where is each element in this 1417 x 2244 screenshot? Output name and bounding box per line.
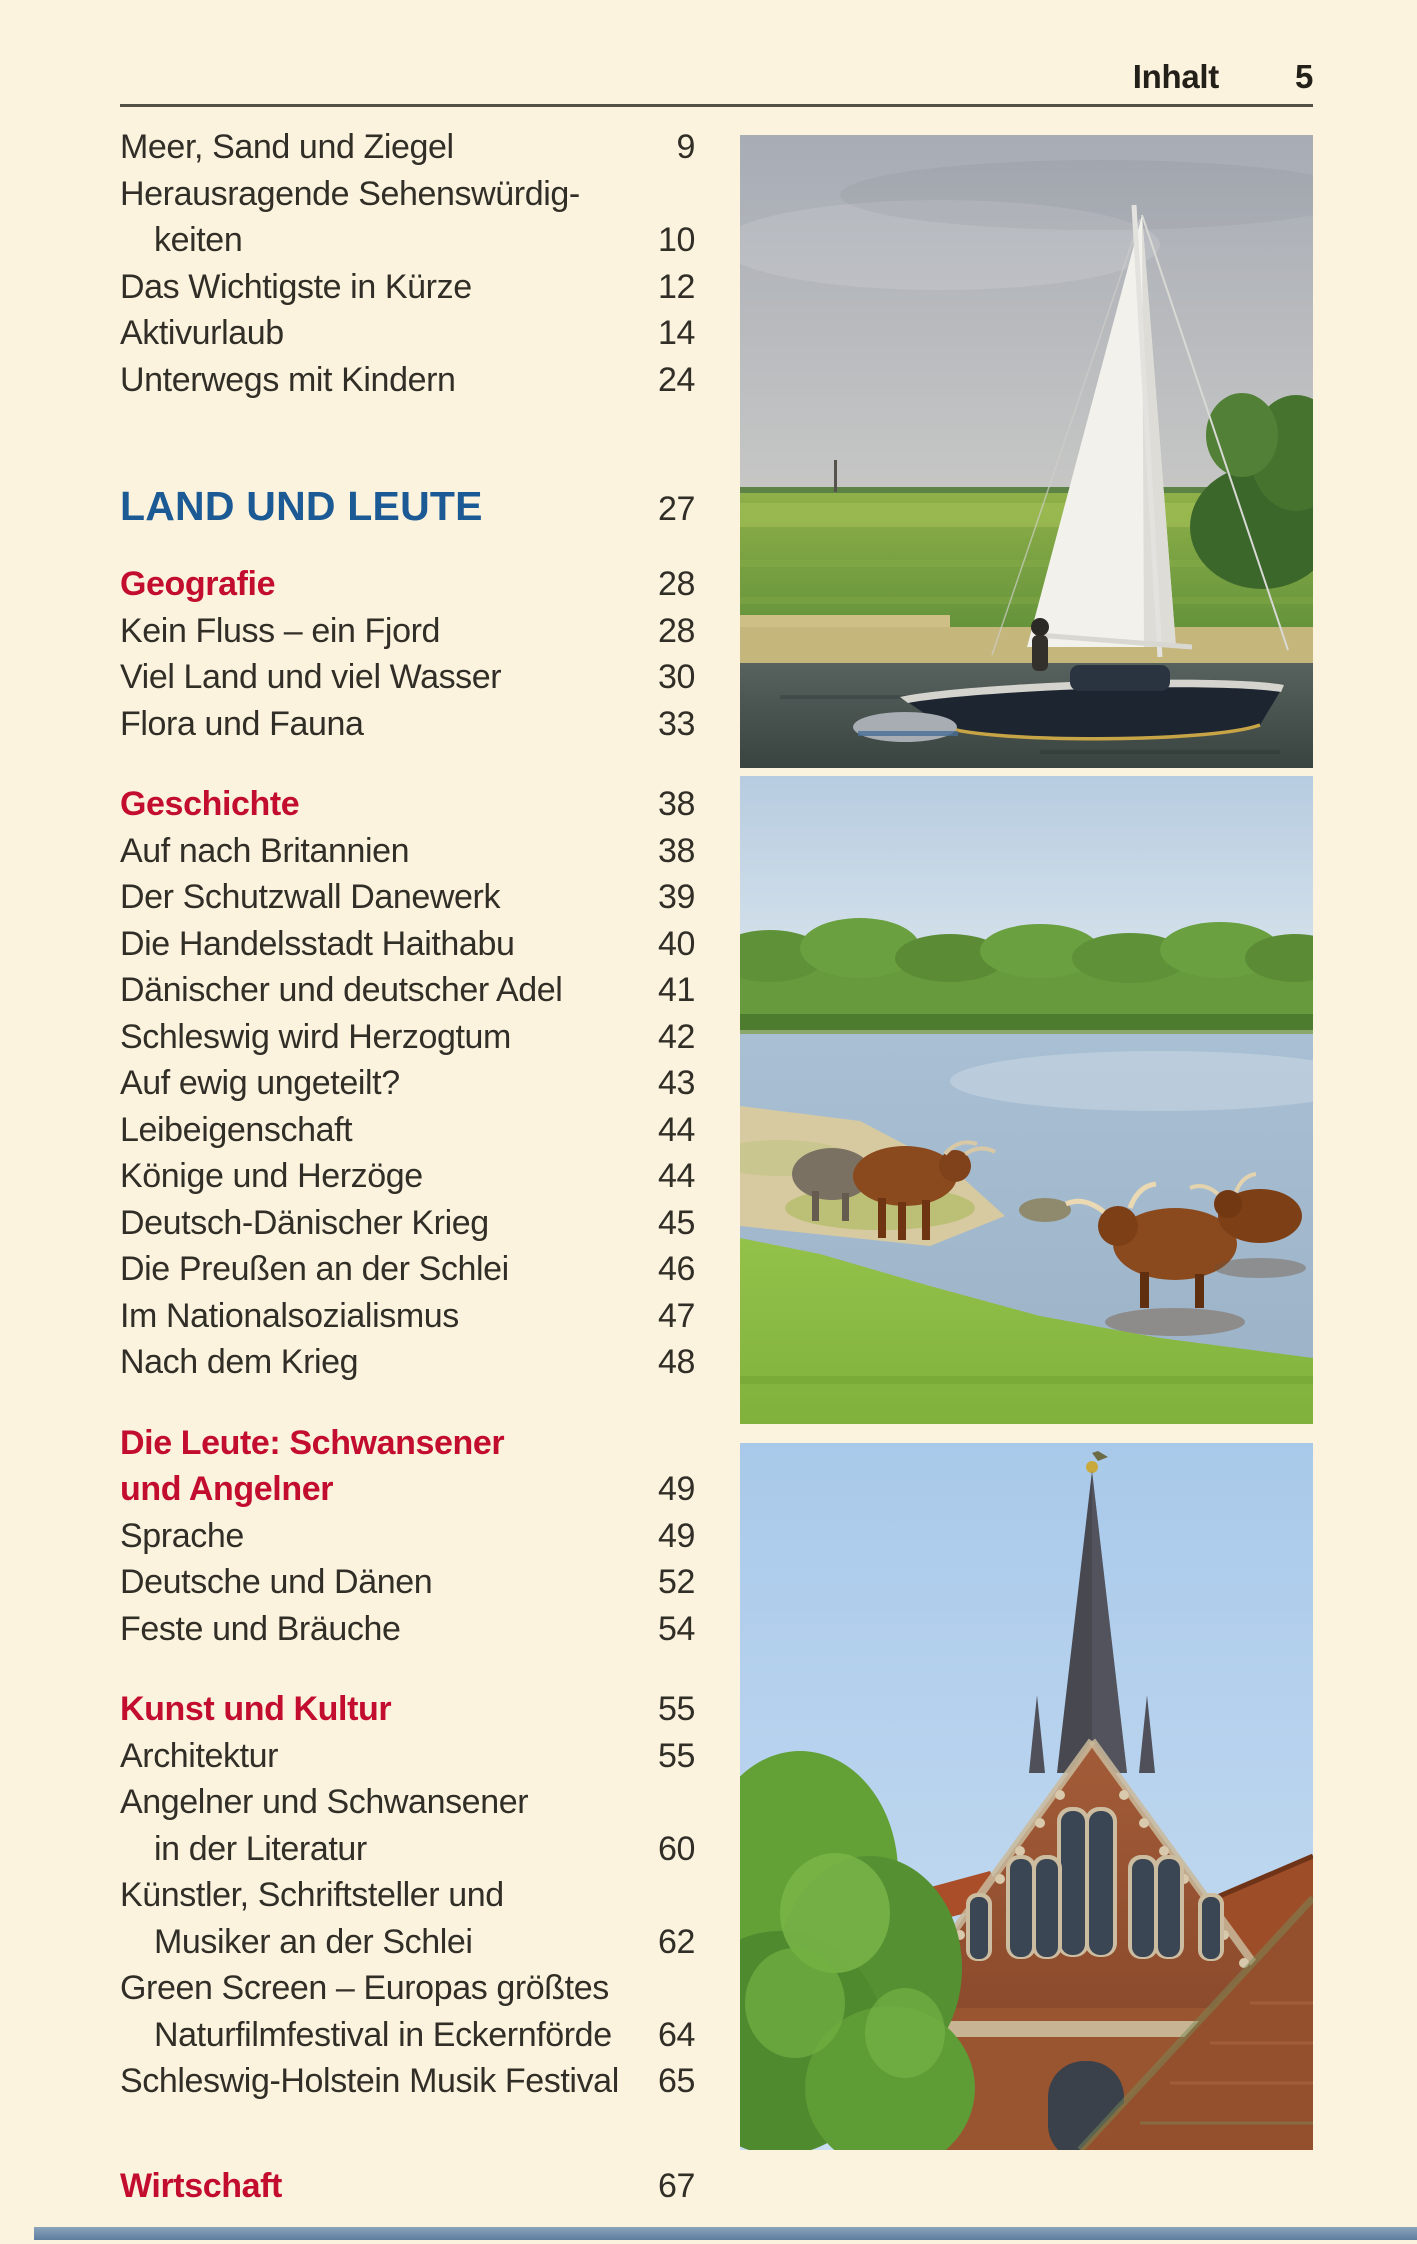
- toc-entry-label: Meer, Sand und Ziegel: [120, 128, 454, 166]
- toc-entry-page: 62: [657, 1922, 695, 1961]
- toc-entry-page: 14: [657, 314, 695, 352]
- toc-entry-page: 30: [657, 658, 695, 696]
- toc-row: [120, 2058, 695, 2105]
- toc-entry-label: Herausragende Sehenswürdig-: [120, 174, 580, 213]
- toc-entry-label: Architektur: [120, 1736, 279, 1775]
- toc-entry-label: Aktivurlaub: [120, 314, 284, 352]
- toc-row: [120, 1153, 695, 1200]
- toc-section-row: [120, 2163, 695, 2210]
- toc-entry-label: Schleswig-Holstein Musik Festival: [120, 2062, 619, 2100]
- toc-entry-label: in der Literatur: [154, 1829, 367, 1868]
- toc-row: [120, 1919, 695, 1966]
- toc-entry-page: 49: [657, 1470, 695, 1508]
- toc-row: [120, 967, 695, 1014]
- toc-entry-label: Flora und Fauna: [120, 704, 364, 743]
- toc-row: [120, 1293, 695, 1340]
- toc-entry-label: Dänischer und deutscher Adel: [120, 971, 563, 1009]
- bottom-bar: [34, 2227, 1417, 2240]
- toc-entry-label: Kein Fluss – ein Fjord: [120, 611, 441, 650]
- toc-entry-page: 55: [657, 1736, 695, 1775]
- toc-entry-label: Naturfilmfestival in Eckernförde: [154, 2015, 612, 2054]
- toc-section-label: und Angelner: [120, 1470, 334, 1508]
- toc-entry-page: 65: [657, 2062, 695, 2100]
- toc-row: [120, 1107, 695, 1154]
- toc-entry-label: Viel Land und viel Wasser: [120, 658, 502, 696]
- toc-chapter-row: [120, 477, 695, 535]
- toc-entry-label: Green Screen – Europas größtes: [120, 1969, 609, 2007]
- toc-row: [120, 1200, 695, 1247]
- toc-row: [120, 1872, 695, 1919]
- toc-row: [120, 1733, 695, 1780]
- toc-entry-label: Die Handelsstadt Haithabu: [120, 924, 515, 963]
- church-image: [740, 1443, 1313, 2150]
- toc-row: [120, 1060, 695, 1107]
- toc-entry-page: 49: [657, 1516, 695, 1555]
- toc-row: [120, 310, 695, 357]
- toc-entry-page: 44: [657, 1110, 695, 1149]
- toc-entry-page: 38: [657, 831, 695, 870]
- toc-entry-label: Leibeigenschaft: [120, 1110, 353, 1149]
- toc-row: [120, 1826, 695, 1873]
- utility-pole: [834, 460, 837, 492]
- toc-row: [120, 921, 695, 968]
- cabin: [1070, 665, 1170, 691]
- toc-section-row: [120, 781, 695, 828]
- toc-entry-page: 67: [657, 2166, 695, 2205]
- toc-row: [120, 124, 695, 171]
- toc-entry-label: Könige und Herzöge: [120, 1157, 423, 1195]
- toc-entry-label: Angelner und Schwansener: [120, 1783, 529, 1821]
- toc-row: [120, 171, 695, 218]
- toc-entry-label: Unterwegs mit Kindern: [120, 360, 456, 399]
- tree-clump: [1190, 393, 1313, 589]
- toc-entry-page: 28: [657, 611, 695, 650]
- toc-entry-label: Die Preußen an der Schlei: [120, 1250, 509, 1288]
- toc-entry-page: 47: [657, 1296, 695, 1335]
- toc-entry-page: 64: [657, 2015, 695, 2054]
- toc-entry-page: 45: [657, 1203, 695, 1242]
- header-rule: [120, 104, 1313, 107]
- toc-row: [120, 217, 695, 264]
- toc-entry-page: 40: [657, 924, 695, 963]
- toc-entry-page: 27: [657, 490, 695, 528]
- toc-row: [120, 1965, 695, 2012]
- toc-section-row: [120, 561, 695, 608]
- toc-section-row: [120, 1420, 695, 1467]
- toc-entry-page: 60: [657, 1829, 695, 1868]
- header-title: Inhalt: [1132, 58, 1219, 95]
- toc-entry-label: Deutsch-Dänischer Krieg: [120, 1203, 489, 1242]
- toc-entry-page: 33: [657, 704, 695, 743]
- photo-church: [740, 1443, 1313, 2150]
- toc-entry-label: Schleswig wird Herzogtum: [120, 1017, 511, 1056]
- toc-section-label: Geschichte: [120, 785, 300, 823]
- toc-entry-page: 43: [657, 1064, 695, 1102]
- toc-entry-label: Deutsche und Dänen: [120, 1563, 433, 1601]
- toc-row: [120, 264, 695, 311]
- toc-entry-page: 10: [657, 221, 695, 259]
- toc-entry-label: keiten: [154, 221, 243, 259]
- toc-row: [120, 1014, 695, 1061]
- toc-entry-label: Nach dem Krieg: [120, 1343, 359, 1381]
- toc-section-label: Kunst und Kultur: [120, 1690, 392, 1728]
- toc-entry-page: 55: [657, 1690, 695, 1728]
- toc-chapter-label: LAND UND LEUTE: [120, 483, 483, 529]
- toc-row: [120, 1559, 695, 1606]
- photo-sailboat: [740, 135, 1313, 768]
- table-of-contents: [120, 124, 695, 2209]
- toc-entry-page: 39: [657, 878, 695, 916]
- toc-row: [120, 357, 695, 404]
- page-header: [120, 58, 1313, 96]
- toc-entry-page: 54: [657, 1609, 695, 1648]
- toc-entry-page: 46: [657, 1250, 695, 1288]
- sailor-body: [1032, 635, 1048, 671]
- toc-row: [120, 701, 695, 748]
- toc-entry-page: 52: [657, 1563, 695, 1601]
- sailboat-image: [740, 135, 1313, 768]
- toc-entry-page: 28: [657, 565, 695, 603]
- toc-entry-page: 48: [657, 1343, 695, 1381]
- toc-entry-label: Musiker an der Schlei: [154, 1922, 473, 1961]
- toc-row: [120, 1513, 695, 1560]
- toc-row: [120, 874, 695, 921]
- toc-section-row: [120, 1466, 695, 1513]
- toc-row: [120, 1246, 695, 1293]
- toc-entry-page: 41: [657, 971, 695, 1009]
- toc-entry-label: Im Nationalsozialismus: [120, 1296, 459, 1335]
- sailor-head: [1031, 618, 1049, 636]
- toc-entry-label: Feste und Bräuche: [120, 1609, 401, 1648]
- toc-row: [120, 1339, 695, 1386]
- toc-row: [120, 1606, 695, 1653]
- toc-entry-label: Das Wichtigste in Kürze: [120, 267, 472, 306]
- toc-entry-label: Der Schutzwall Danewerk: [120, 878, 501, 916]
- toc-entry-page: 24: [657, 360, 695, 399]
- header-page-number: 5: [1294, 58, 1313, 95]
- toc-entry-page: 42: [657, 1017, 695, 1056]
- toc-row: [120, 2012, 695, 2059]
- rock: [1019, 1198, 1071, 1222]
- toc-entry-page: 44: [657, 1157, 695, 1195]
- toc-entry-page: 9: [676, 128, 695, 166]
- toc-entry-label: Auf ewig ungeteilt?: [120, 1064, 400, 1102]
- toc-row: [120, 828, 695, 875]
- toc-entry-page: 12: [657, 267, 695, 306]
- toc-entry-label: Auf nach Britannien: [120, 831, 410, 870]
- photo-highland-cattle: [740, 776, 1313, 1424]
- toc-row: [120, 654, 695, 701]
- toc-row: [120, 1779, 695, 1826]
- toc-entry-label: Künstler, Schriftsteller und: [120, 1876, 504, 1914]
- toc-entry-page: 38: [657, 785, 695, 823]
- toc-section-row: [120, 1686, 695, 1733]
- toc-section-label: Wirtschaft: [120, 2166, 282, 2205]
- treeline: [740, 918, 1313, 1032]
- toc-section-label: Geografie: [120, 565, 276, 603]
- toc-section-label: Die Leute: Schwansener: [120, 1423, 505, 1462]
- toc-entry-label: Sprache: [120, 1516, 244, 1555]
- cattle-image: [740, 776, 1313, 1424]
- toc-row: [120, 608, 695, 655]
